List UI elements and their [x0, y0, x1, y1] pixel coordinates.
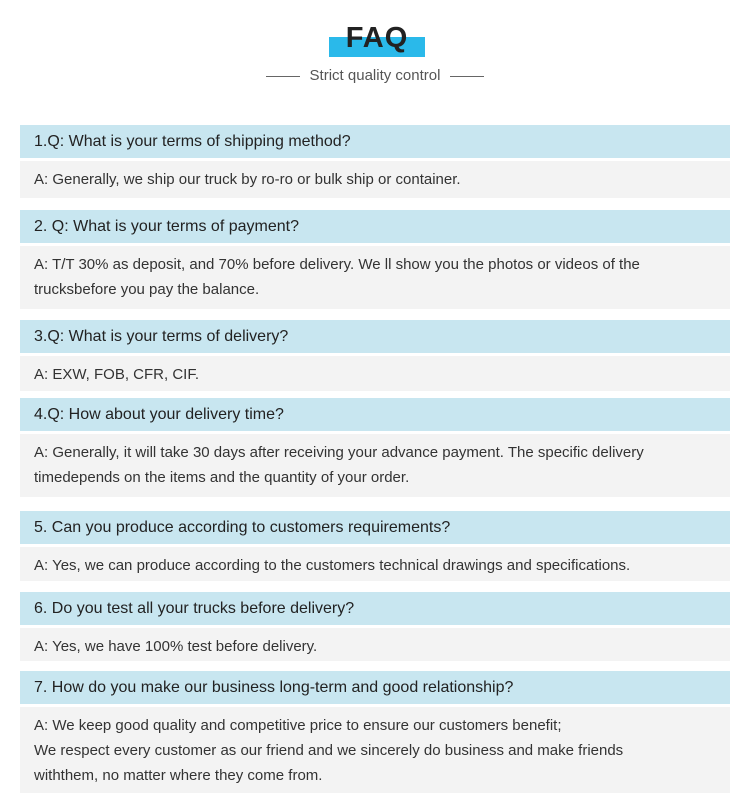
faq-answer [20, 707, 730, 793]
faq-question: 6. Do you test all your trucks before delivery? [20, 592, 730, 625]
faq-answer-line: A: We keep good quality and competitive price to ensure our customers benefit; [34, 717, 562, 734]
faq-item-2 [20, 210, 730, 311]
faq-answer-line: timedepends on the items and the quantity of your order. [34, 469, 410, 486]
faq-answer-line: A: Generally, we ship our truck by ro-ro or bulk ship or container. [34, 171, 461, 188]
subtitle-divider-right [450, 76, 484, 77]
faq-item-3 [20, 320, 730, 393]
faq-answer [20, 547, 730, 581]
faq-answer [20, 246, 730, 309]
faq-item-5 [20, 511, 730, 584]
faq-answer-line: A: T/T 30% as deposit, and 70% before delivery. We ll show you the photos or videos of the [34, 256, 640, 273]
faq-answer [20, 356, 730, 391]
subtitle-divider-left [266, 76, 300, 77]
subtitle-row [0, 66, 750, 86]
faq-question: 3.Q: What is your terms of delivery? [20, 320, 730, 353]
faq-answer [20, 161, 730, 198]
faq-header [0, 0, 750, 100]
faq-item-4 [20, 398, 730, 501]
faq-answer-line: A: EXW, FOB, CFR, CIF. [34, 366, 200, 383]
faq-answer-line: A: Yes, we can produce according to the customers technical drawings and specifications. [34, 557, 631, 574]
faq-question: 1.Q: What is your terms of shipping method? [20, 125, 730, 158]
faq-answer-line: A: Yes, we have 100% test before delivery. [34, 638, 318, 655]
faq-answer [20, 628, 730, 661]
faq-question: 7. How do you make our business long-term and good relationship? [20, 671, 730, 704]
faq-item-1 [20, 125, 730, 203]
faq-item-7 [20, 671, 730, 794]
faq-question: 2. Q: What is your terms of payment? [20, 210, 730, 243]
faq-answer-line: A: Generally, it will take 30 days after receiving your advance payment. The specific delivery [34, 444, 644, 461]
faq-answer [20, 434, 730, 497]
faq-item-6 [20, 592, 730, 663]
page-subtitle: Strict quality control [309, 67, 441, 84]
faq-title-block [329, 19, 425, 59]
faq-answer-line: withthem, no matter where they come from. [34, 767, 323, 784]
faq-answer-line: trucksbefore you pay the balance. [34, 281, 260, 298]
faq-question: 4.Q: How about your delivery time? [20, 398, 730, 431]
page-title: FAQ [345, 22, 409, 54]
faq-question: 5. Can you produce according to customers requirements? [20, 511, 730, 544]
faq-answer-line: We respect every customer as our friend and we sincerely do business and make friends [34, 742, 624, 759]
faq-list [20, 125, 730, 794]
